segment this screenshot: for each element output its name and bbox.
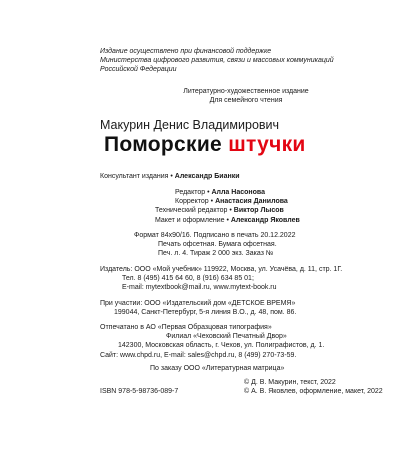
title-part-black: Поморские [104, 133, 223, 156]
copyright-line-1: © Д. В. Макурин, текст, 2022 [244, 379, 336, 386]
support-statement [100, 47, 400, 75]
copyright-line-2: © А. В. Яковлев, оформление, макет, 2022 [244, 388, 383, 396]
support-line-1: Издание осуществлено при финансовой поддержке [100, 48, 272, 55]
title-part-red: штучки [228, 133, 306, 156]
consultant-label: Консультант издания • [100, 173, 173, 180]
consultant-name: Александр Бианки [174, 173, 240, 180]
genre-block [176, 87, 316, 105]
book-title [104, 134, 306, 156]
copyright-block [244, 378, 383, 396]
support-line-2: Министерства цифрового развития, связи и массовых коммуникаций [100, 57, 334, 65]
isbn: ISBN 978-5-98736-089-7 [100, 388, 179, 395]
genre-line-1: Литературно-художественное издание [183, 88, 309, 95]
genre-line-2: Для семейного чтения [209, 97, 283, 105]
support-line-3: Российской Федерации [100, 66, 177, 74]
staff-row-tech-editor: Технический редактор • Виктор Лысов [155, 207, 284, 215]
staff-block [155, 188, 416, 225]
printer-line-4: Сайт: www.chpd.ru, E-mail: sales@chpd.ru, 8 (499) 270-73-59. [100, 351, 297, 359]
publisher-line-1: Издатель: ООО «Мой учебник» 119922, Москва, ул. Усачёва, д. 11, стр. 1Г. [100, 266, 343, 273]
author-name: Макурин Денис Владимирович [100, 118, 280, 132]
publisher-line-2: Тел. 8 (495) 415 64 60, 8 (916) 634 85 01; [122, 275, 254, 283]
partner-line-2: 199044, Санкт-Петербург, 5-я линия В.О., д. 48, пом. 86. [114, 309, 297, 317]
partner-block [100, 299, 400, 317]
print-line-2: Печать офсетная. Бумага офсетная. [158, 241, 277, 249]
publisher-block [100, 265, 400, 293]
partner-line-1: При участии: ООО «Издательский дом «ДЕТСКОЕ ВРЕМЯ» [100, 300, 296, 307]
printer-line-1: Отпечатано в АО «Первая Образцовая типография» [100, 324, 272, 331]
print-info [134, 231, 416, 259]
staff-row-editor: Редактор • Алла Насонова [175, 189, 265, 196]
printer-line-3: 142300, Московская область, г. Чехов, ул. Полиграфистов, д. 1. [118, 342, 325, 350]
staff-row-proofreader: Корректор • Анастасия Данилова [175, 198, 288, 206]
publisher-line-3: E-mail: mytextbook@mail.ru, www.mytext-book.ru [122, 284, 277, 292]
print-line-1: Формат 84х90/16. Подписано в печать 20.12.2022 [134, 232, 296, 239]
consultant-line [100, 172, 400, 181]
printer-block [100, 323, 400, 360]
order-line: По заказу ООО «Литературная матрица» [150, 365, 285, 372]
print-line-3: Печ. л. 4. Тираж 2 000 экз. Заказ № [158, 250, 274, 258]
staff-row-layout: Макет и оформление • Александр Яковлев [155, 216, 300, 224]
printer-line-2: Филиал «Чеховский Печатный Двор» [166, 333, 287, 341]
